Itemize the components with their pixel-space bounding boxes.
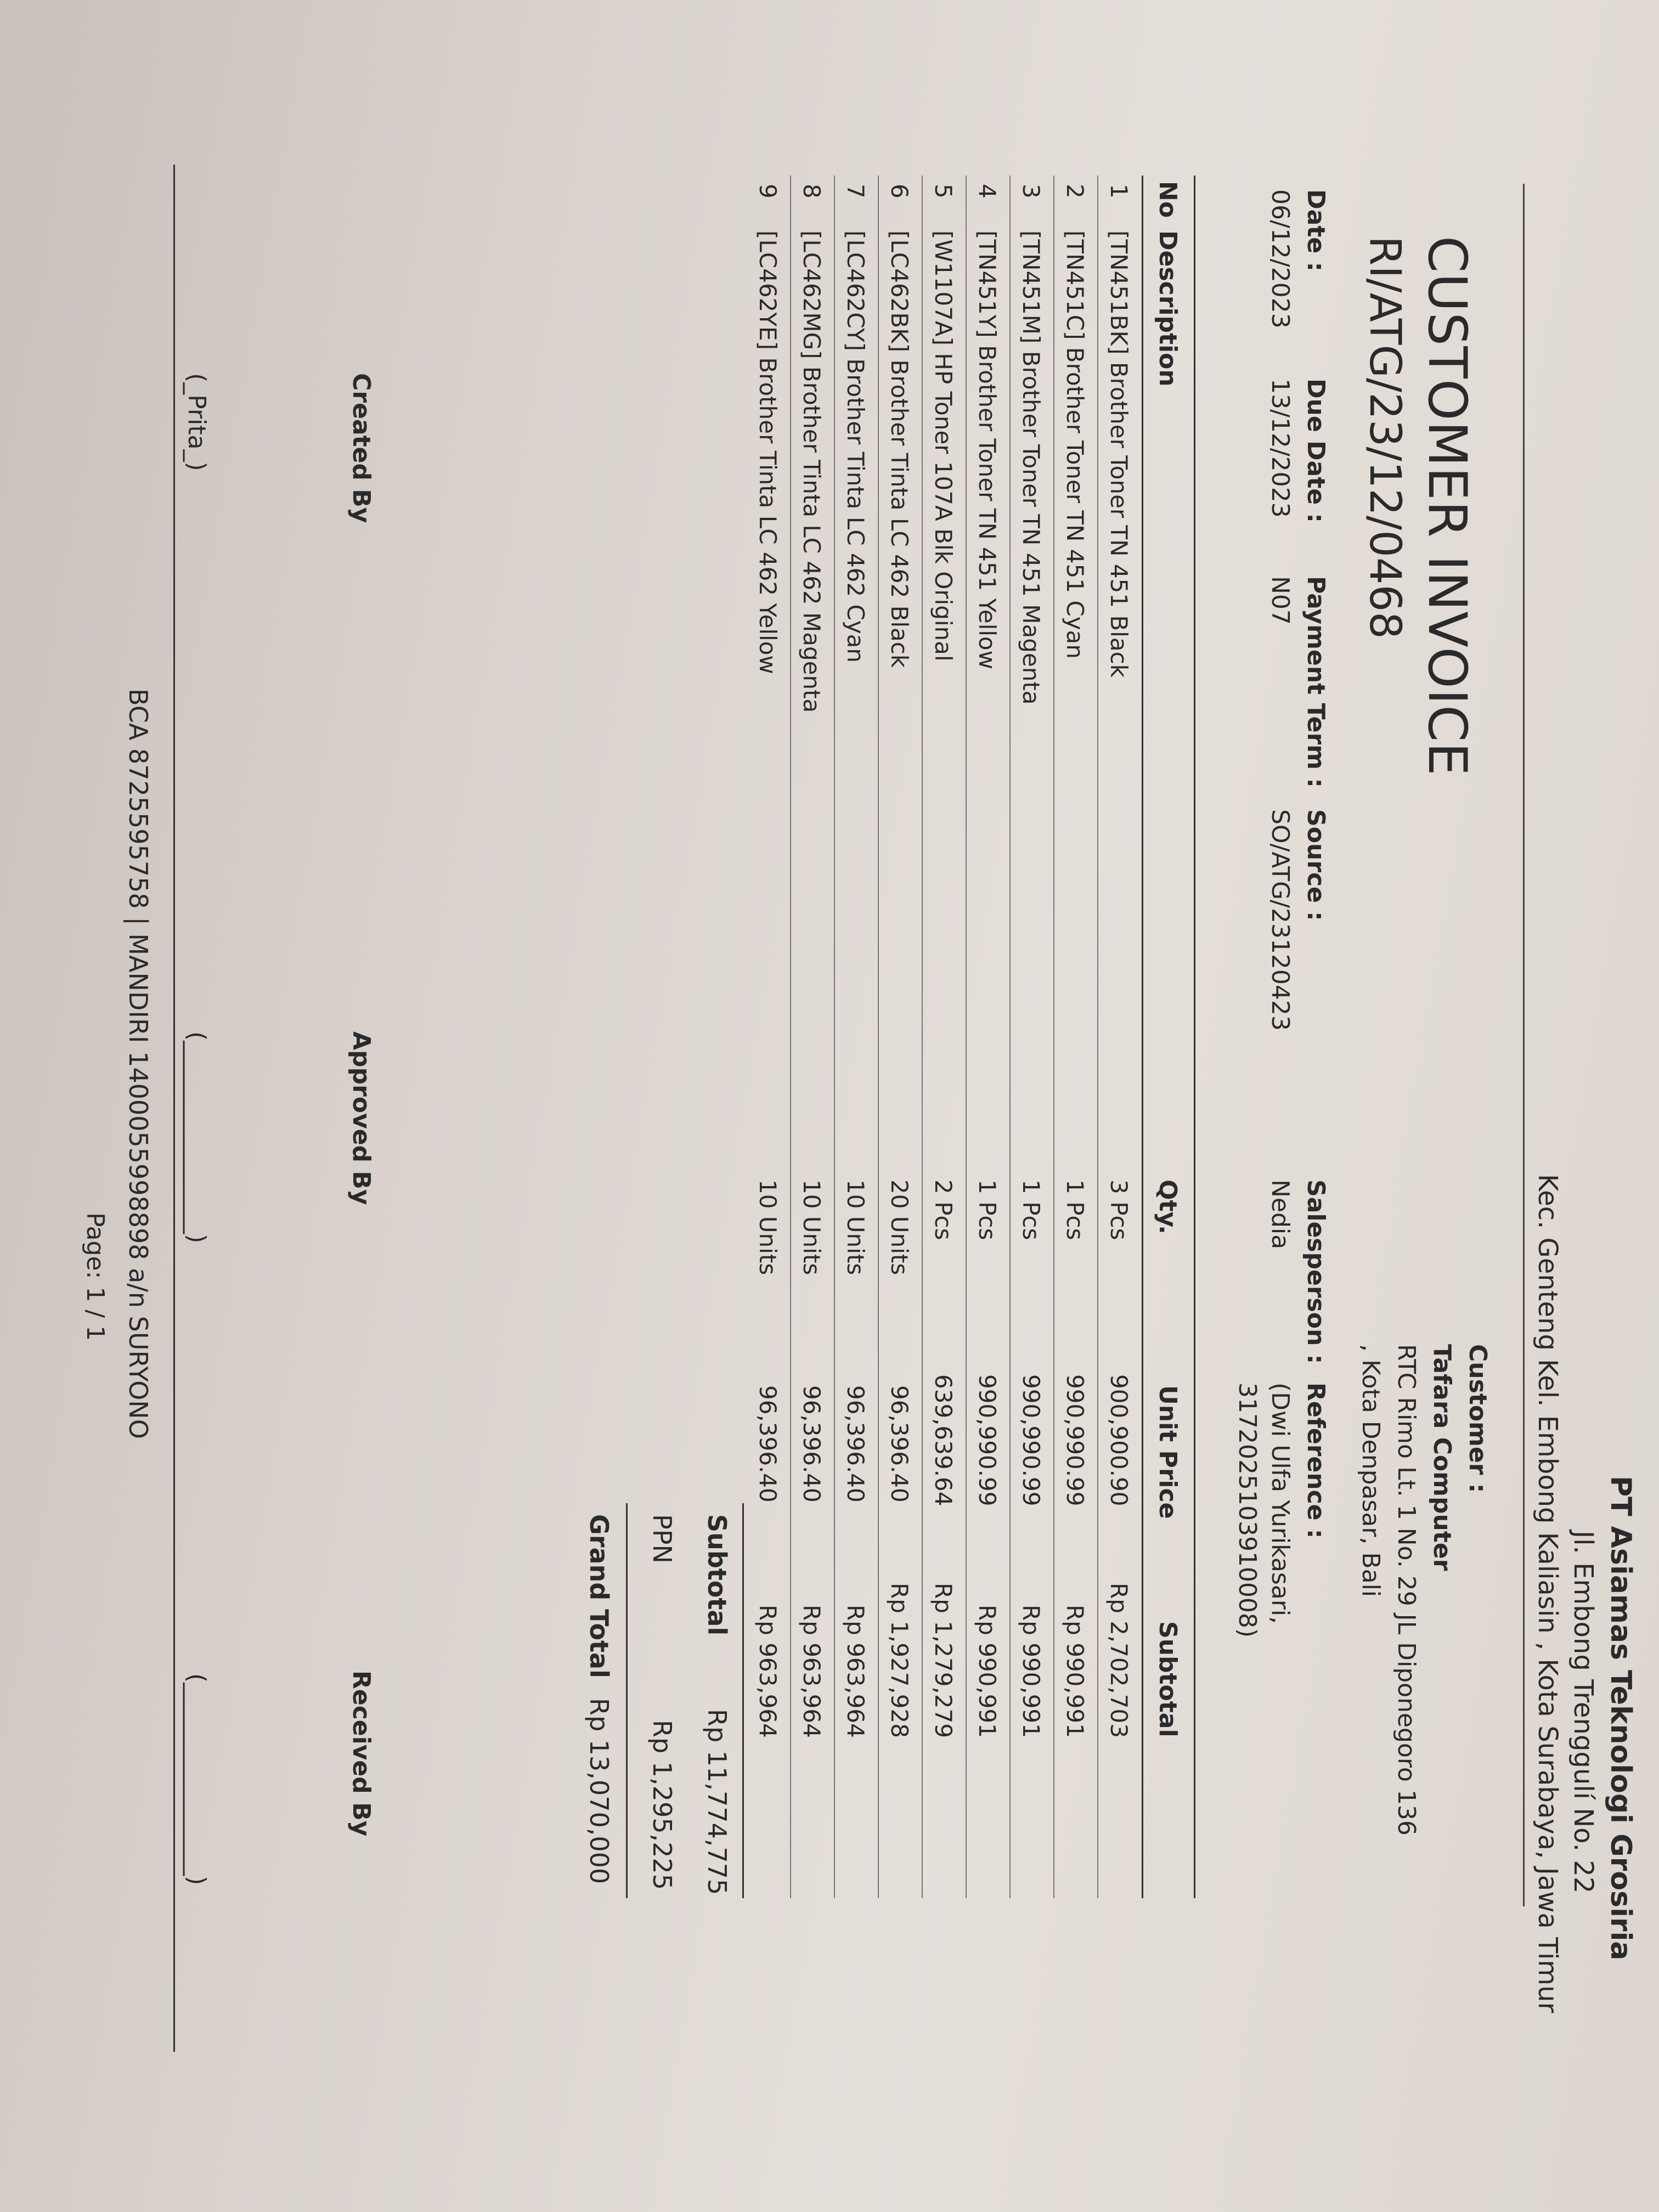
document-title: CUSTOMER INVOICE xyxy=(1417,236,1478,776)
source-value: SO/ATG/23120423 xyxy=(1266,809,1294,1031)
table-row-qty: 1 Pcs xyxy=(1062,1180,1088,1240)
due-date-label: Due Date : xyxy=(1302,379,1330,523)
table-row-no: 6 xyxy=(886,184,913,199)
approved-by-blank: (________________) xyxy=(183,1031,211,1244)
table-row-subtotal: Rp 1,279,279 xyxy=(930,1583,957,1738)
table-row-unit-price: 96,396.40 xyxy=(798,1385,825,1503)
header-divider xyxy=(1523,184,1525,1906)
table-row-description: [LC462BK] Brother Tinta LC 462 Black xyxy=(886,230,913,668)
table-row-description: [LC462YE] Brother Tinta LC 462 Yellow xyxy=(754,230,781,674)
table-row-qty: 10 Units xyxy=(754,1180,781,1276)
grand-total-rule xyxy=(626,1503,628,1898)
table-row-description: [TN451Y] Brother Toner TN 451 Yellow xyxy=(974,230,1001,669)
salesperson-label: Salesperson : xyxy=(1302,1180,1330,1364)
company-name: PT Asiamas Teknologi Grosiria xyxy=(1604,1476,1637,1961)
row-divider xyxy=(1009,176,1011,1898)
page-number: Page: 1 / 1 xyxy=(81,1212,109,1341)
table-row-qty: 10 Units xyxy=(798,1180,825,1276)
table-row-unit-price: 990,990.99 xyxy=(1018,1374,1045,1506)
row-divider xyxy=(966,176,967,1898)
ppn-value: Rp 1,295,225 xyxy=(647,1720,677,1890)
table-row-description: [LC462MG] Brother Tinta LC 462 Magenta xyxy=(798,230,825,713)
table-row-subtotal: Rp 963,964 xyxy=(798,1605,825,1738)
table-row-qty: 10 Units xyxy=(842,1180,869,1276)
grand-total-value: Rp 13,070,000 xyxy=(584,1698,614,1884)
table-row-qty: 1 Pcs xyxy=(974,1180,1001,1240)
reference-label: Reference : xyxy=(1302,1383,1330,1539)
date-value: 06/12/2023 xyxy=(1266,189,1294,329)
due-date-value: 13/12/2023 xyxy=(1266,379,1294,518)
table-row-subtotal: Rp 1,927,928 xyxy=(886,1583,913,1738)
company-address-line2: Kec. Genteng Kel. Embong Kaliasin , Kota Surabaya, Jawa Timur xyxy=(1532,1174,1563,2013)
reference-value-line2: 3172025103910008) xyxy=(1233,1383,1261,1638)
table-row-no: 8 xyxy=(798,184,825,199)
invoice-number: RI/ATG/23/12/0468 xyxy=(1360,236,1409,639)
table-row-no: 3 xyxy=(1018,184,1045,199)
table-row-description: [W1107A] HP Toner 107A Blk Original xyxy=(930,230,957,662)
customer-address-line1: RTC Rimo Lt. 1 No. 29 JL Diponegoro 136 xyxy=(1392,1344,1420,1836)
column-header-unit-price: Unit Price xyxy=(1154,1385,1182,1519)
reference-value-line1: (Dwi Ulfa Yurikasari, xyxy=(1266,1383,1294,1624)
customer-address-line2: , Kota Denpasar, Bali xyxy=(1357,1344,1385,1598)
received-by-label: Received By xyxy=(347,1671,375,1837)
table-row-description: [TN451BK] Brother Toner TN 451 Black xyxy=(1105,230,1132,678)
date-label: Date : xyxy=(1302,189,1330,272)
table-row-qty: 20 Units xyxy=(886,1180,913,1276)
table-row-unit-price: 639,639.64 xyxy=(930,1374,957,1506)
table-row-subtotal: Rp 990,991 xyxy=(1018,1605,1045,1738)
table-row-unit-price: 900,900.90 xyxy=(1105,1374,1132,1506)
salesperson-value: Nedia xyxy=(1266,1180,1294,1250)
created-by-name: (_Prita_) xyxy=(183,373,211,471)
approved-by-label: Approved By xyxy=(347,1031,375,1205)
table-row-subtotal: Rp 2,702,703 xyxy=(1105,1583,1132,1738)
table-row-description: [TN451M] Brother Toner TN 451 Magenta xyxy=(1018,230,1045,705)
subtotal-rule xyxy=(742,1503,744,1898)
table-row-no: 2 xyxy=(1062,184,1088,199)
table-row-no: 5 xyxy=(930,184,957,199)
created-by-label: Created By xyxy=(347,373,375,523)
table-row-qty: 1 Pcs xyxy=(1018,1180,1045,1240)
row-divider xyxy=(1097,176,1098,1898)
table-row-subtotal: Rp 963,964 xyxy=(842,1605,869,1738)
table-row-no: 4 xyxy=(974,184,1001,199)
customer-name: Tafara Computer xyxy=(1428,1344,1456,1571)
table-row-subtotal: Rp 990,991 xyxy=(1062,1605,1088,1738)
row-divider xyxy=(878,176,879,1898)
row-divider xyxy=(834,176,835,1898)
table-header-rule xyxy=(1142,176,1143,1898)
table-row-description: [TN451C] Brother Toner TN 451 Cyan xyxy=(1062,230,1088,659)
table-row-subtotal: Rp 963,964 xyxy=(754,1605,781,1738)
row-divider xyxy=(922,176,923,1898)
table-row-no: 1 xyxy=(1105,184,1132,199)
grand-total-label: Grand Total xyxy=(584,1514,614,1678)
column-header-no: No xyxy=(1154,181,1182,218)
table-row-unit-price: 96,396.40 xyxy=(842,1385,869,1503)
table-row-unit-price: 96,396.40 xyxy=(886,1385,913,1503)
row-divider xyxy=(1053,176,1054,1898)
column-header-subtotal: Subtotal xyxy=(1154,1621,1182,1737)
ppn-label: PPN xyxy=(647,1514,677,1564)
column-header-description: Description xyxy=(1154,230,1182,387)
row-divider xyxy=(790,176,791,1898)
table-row-no: 9 xyxy=(754,184,781,199)
column-header-qty: Qty. xyxy=(1154,1180,1182,1234)
company-address-line1: Jl. Embong Trenggulí No. 22 xyxy=(1568,1531,1599,1894)
table-row-description: [LC462CY] Brother Tinta LC 462 Cyan xyxy=(842,230,869,663)
payment-term-label: Payment Term : xyxy=(1302,576,1330,788)
received-by-blank: (________________) xyxy=(183,1673,211,1886)
source-label: Source : xyxy=(1302,809,1330,921)
bank-info: BCA 8725595758 | MANDIRI 1400055998898 a/n SURYONO xyxy=(123,689,153,1439)
table-row-qty: 2 Pcs xyxy=(930,1180,957,1240)
table-row-unit-price: 990,990.99 xyxy=(974,1374,1001,1506)
table-row-unit-price: 96,396.40 xyxy=(754,1385,781,1503)
subtotal-value: Rp 11,774,775 xyxy=(702,1709,732,1895)
customer-label: Customer : xyxy=(1464,1344,1492,1493)
table-top-rule xyxy=(1194,176,1195,1898)
table-row-qty: 3 Pcs xyxy=(1105,1180,1132,1240)
payment-term-value: N07 xyxy=(1266,576,1294,625)
table-row-no: 7 xyxy=(842,184,869,199)
subtotal-label: Subtotal xyxy=(702,1514,732,1636)
table-row-subtotal: Rp 990,991 xyxy=(974,1605,1001,1738)
table-row-unit-price: 990,990.99 xyxy=(1062,1374,1088,1506)
footer-divider xyxy=(173,165,175,2052)
